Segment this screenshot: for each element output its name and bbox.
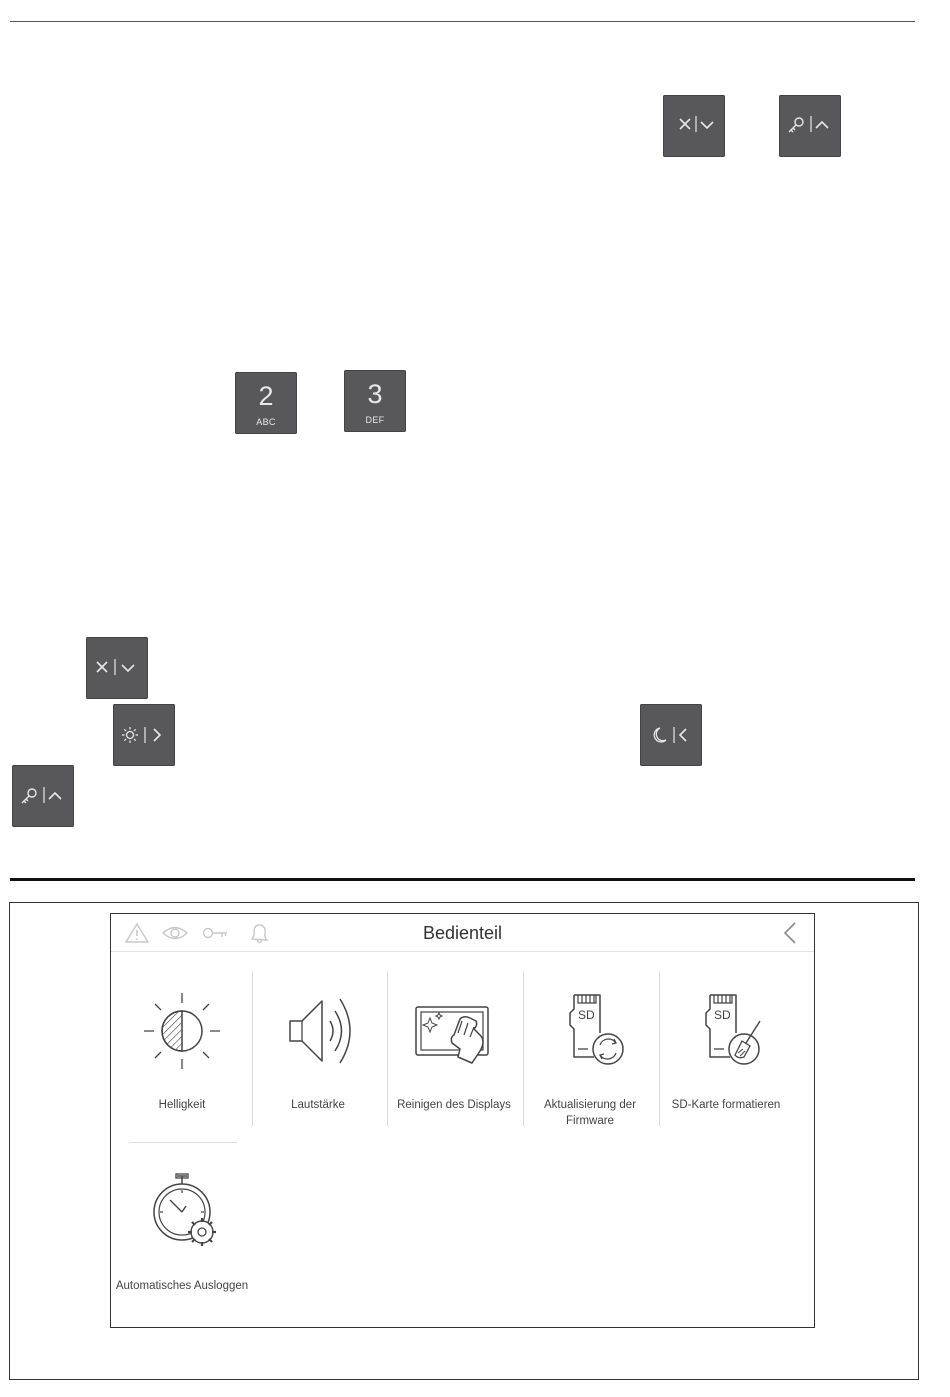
- svg-text:SD: SD: [578, 1008, 595, 1022]
- brightness-right-key[interactable]: [113, 704, 175, 766]
- tile-clean-display[interactable]: [386, 971, 522, 1126]
- tile-label: Lautstärke: [291, 1099, 345, 1111]
- number-key-3[interactable]: [344, 370, 406, 432]
- brightness-icon: [142, 991, 222, 1071]
- back-chevron-icon[interactable]: [778, 920, 802, 946]
- sun-right-icon: [113, 704, 175, 766]
- tile-label: SD-Karte formatieren: [671, 1099, 781, 1111]
- number-key-2[interactable]: [235, 372, 297, 434]
- tile-firmware-update[interactable]: [522, 971, 658, 1126]
- tile-format-sd[interactable]: [658, 971, 794, 1126]
- sd-format-icon: [686, 991, 766, 1071]
- tile-label: Reinigen des Displays: [397, 1099, 511, 1111]
- cancel-down-key[interactable]: [86, 637, 148, 699]
- clean-display-icon: [414, 991, 494, 1071]
- top-rule: [10, 21, 915, 22]
- tile-brightness[interactable]: [114, 971, 250, 1126]
- moon-left-icon: [640, 704, 702, 766]
- device-screen: [110, 913, 815, 1328]
- tile-volume[interactable]: [250, 971, 386, 1126]
- key-up-icon: [779, 95, 841, 157]
- sd-update-icon: [550, 991, 630, 1071]
- divider: [129, 1142, 237, 1143]
- tile-label: Aktualisierung der Firmware: [543, 1099, 637, 1127]
- key-letters: ABC: [256, 417, 276, 427]
- svg-text:SD: SD: [714, 1008, 731, 1022]
- section-rule: [10, 878, 915, 881]
- key-letters: DEF: [365, 415, 385, 425]
- cancel-down-key[interactable]: [663, 95, 725, 157]
- screen-header: [111, 914, 814, 952]
- tile-auto-logout[interactable]: [114, 1152, 250, 1307]
- key-up-key[interactable]: [12, 765, 74, 827]
- stopwatch-gear-icon: [142, 1172, 222, 1252]
- close-down-icon: [663, 95, 725, 157]
- close-down-icon: [86, 637, 148, 699]
- night-left-key[interactable]: [640, 704, 702, 766]
- tile-label: Helligkeit: [158, 1099, 206, 1111]
- speaker-icon: [278, 991, 358, 1071]
- key-digit: 3: [367, 379, 383, 409]
- page-title: Bedienteil: [422, 923, 503, 943]
- key-digit: 2: [258, 381, 274, 411]
- tile-label: Automatisches Ausloggen: [115, 1280, 249, 1292]
- key-up-icon: [12, 765, 74, 827]
- key-up-key[interactable]: [779, 95, 841, 157]
